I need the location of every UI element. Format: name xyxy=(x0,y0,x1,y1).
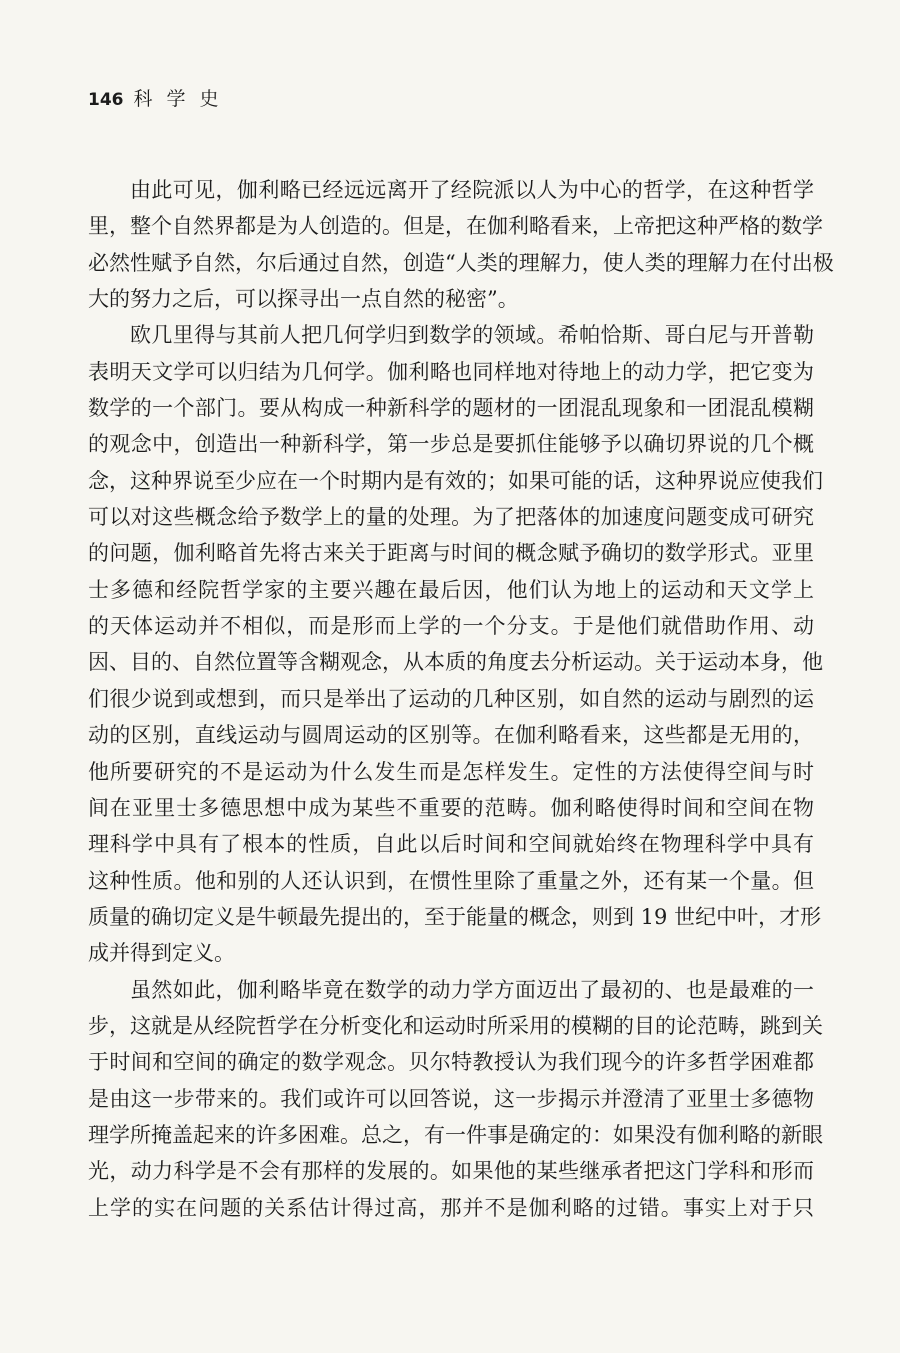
body-text xyxy=(88,172,834,1226)
text-line: 欧几里得与其前人把几何学归到数学的领域。希帕恰斯、哥白尼与开普勒 xyxy=(130,323,814,348)
text-line: 这种性质。他和别的人还认识到，在惯性里除了重量之外，还有某一个量。但 xyxy=(88,868,814,893)
text-line: 光，动力科学是不会有那样的发展的。如果他的某些继承者把这门学科和形而 xyxy=(88,1159,814,1184)
text-line: 念，这种界说至少应在一个时期内是有效的；如果可能的话，这种界说应使我们 xyxy=(88,468,823,493)
text-line: 于时间和空间的确定的数学观念。贝尔特教授认为我们现今的许多哲学困难都 xyxy=(88,1050,814,1075)
text-line: 表明天文学可以归结为几何学。伽利略也同样地对待地上的动力学，把它变为 xyxy=(88,359,814,384)
text-line: 的天体运动并不相似，而是形而上学的一个分支。于是他们就借助作用、动 xyxy=(88,614,814,639)
text-line: 理学所掩盖起来的许多困难。总之，有一件事是确定的：如果没有伽利略的新眼 xyxy=(88,1122,823,1147)
text-line: 是由这一步带来的。我们或许可以回答说，这一步揭示并澄清了亚里士多德物 xyxy=(88,1086,814,1111)
running-title: 科学史 xyxy=(133,88,233,110)
text-line: 上学的实在问题的关系估计得过高，那并不是伽利略的过错。事实上对于只 xyxy=(88,1195,814,1220)
text-line: 成并得到定义。 xyxy=(88,941,235,966)
text-line: 间在亚里士多德思想中成为某些不重要的范畴。伽利略使得时间和空间在物 xyxy=(88,795,814,820)
text-line: 可以对这些概念给予数学上的量的处理。为了把落体的加速度问题变成可研究 xyxy=(88,505,814,530)
text-line: 质量的确切定义是牛顿最先提出的，至于能量的概念，则到 19 世纪中叶，才形 xyxy=(88,904,822,929)
text-line: 虽然如此，伽利略毕竟在数学的动力学方面迈出了最初的、也是最难的一 xyxy=(130,977,814,1002)
text-line: 理科学中具有了根本的性质，自此以后时间和空间就始终在物理科学中具有 xyxy=(88,832,814,857)
text-line: 必然性赋予自然，尔后通过自然，创造“人类的理解力，使人类的理解力在付出极 xyxy=(88,250,834,275)
page-number: 146 xyxy=(88,90,124,110)
text-line: 步，这就是从经院哲学在分析变化和运动时所采用的模糊的目的论范畴，跳到关 xyxy=(88,1013,823,1038)
text-line: 因、目的、自然位置等含糊观念，从本质的角度去分析运动。关于运动本身，他 xyxy=(88,650,823,675)
text-line: 里，整个自然界都是为人创造的。但是，在伽利略看来，上帝把这种严格的数学 xyxy=(88,214,823,239)
text-line: 数学的一个部门。要从构成一种新科学的题材的一团混乱现象和一团混乱模糊 xyxy=(88,396,814,421)
text-line: 大的努力之后，可以探寻出一点自然的秘密”。 xyxy=(88,287,519,312)
text-line: 的观念中，创造出一种新科学，第一步总是要抓住能够予以确切界说的几个概 xyxy=(88,432,814,457)
text-line: 由此可见，伽利略已经远远离开了经院派以人为中心的哲学，在这种哲学 xyxy=(130,178,814,202)
text-line: 士多德和经院哲学家的主要兴趣在最后因，他们认为地上的运动和天文学上 xyxy=(88,577,814,602)
text-line: 们很少说到或想到，而只是举出了运动的几种区别，如自然的运动与剧烈的运 xyxy=(88,686,814,711)
text-line: 动的区别，直线运动与圆周运动的区别等。在伽利略看来，这些都是无用的， xyxy=(88,723,814,748)
text-line: 他所要研究的不是运动为什么发生而是怎样发生。定性的方法使得空间与时 xyxy=(88,759,814,784)
running-header xyxy=(88,84,233,111)
text-line: 的问题，伽利略首先将古来关于距离与时间的概念赋予确切的数学形式。亚里 xyxy=(88,541,814,566)
